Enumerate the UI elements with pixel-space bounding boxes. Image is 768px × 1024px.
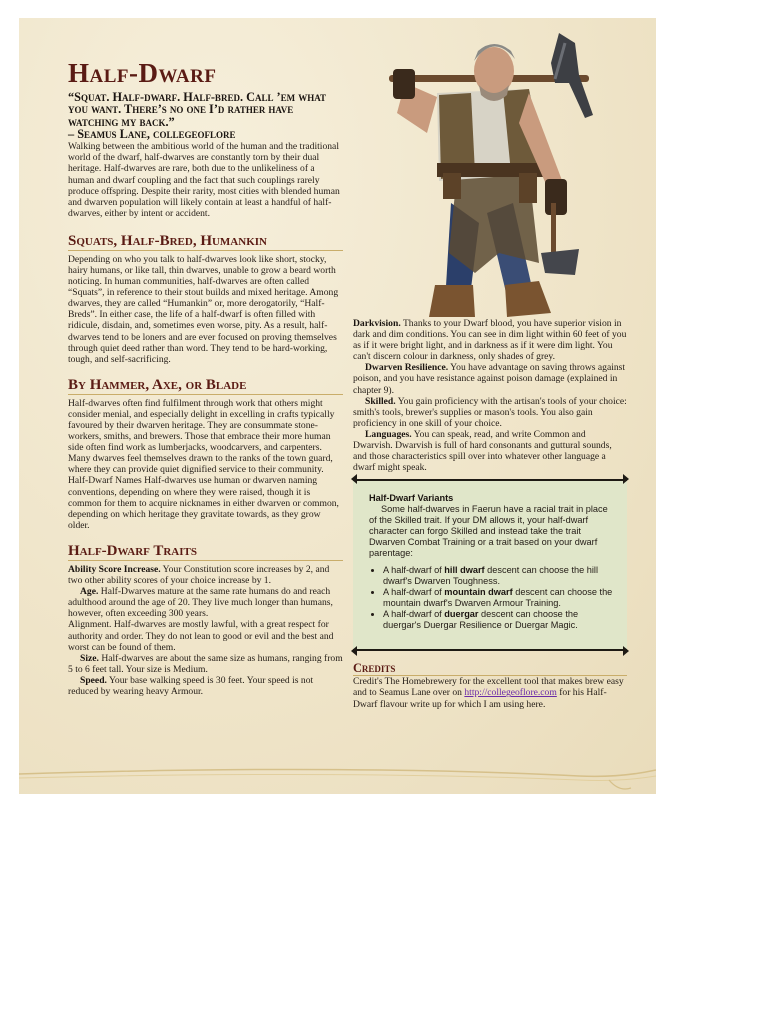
credits-paragraph: Credit's The Homebrewery for the excellent tool that makes brew easy and to Seamus Lane over on http://collegeoflore.com for his Half-Dwarf flavour write up for which I am using here. <box>353 676 624 710</box>
trait-label: Age. <box>80 586 99 598</box>
trait-languages <box>353 429 627 473</box>
epigraph-attribution: – Seamus Lane, collegeoflore <box>68 127 236 142</box>
trait-speed <box>68 675 343 697</box>
left-column <box>68 58 343 697</box>
section-heading-hammer: By Hammer, Axe, or Blade <box>68 376 343 395</box>
section-heading-squats: Squats, Half-Bred, Humankin <box>68 232 343 251</box>
corner-triangle-icon <box>351 474 357 484</box>
variants-list <box>369 565 613 631</box>
squats-paragraph: Depending on who you talk to half-dwarves look like short, stocky, hairy humans, or like tall, thin dwarves, unable to grow a beard worth noticing. In human communities, half-dwarves are often called “Squats”, in reference to their stout builds and mixed heritage. Among dwarves, they are called “Humankin” or, more derogatorily, “Half-Breds”. In either case, the life of a half-dwarf is often filled with ridicule, disdain, and, sometimes even worse, pity. As a result, half-dwarves tend to be loners and are ever focused on proving themselves through quiet deed rather than word. They tend to be hard-working, tough, and self-sacrificing. <box>68 253 339 365</box>
credits-section <box>353 661 627 709</box>
right-column <box>353 318 627 710</box>
trait-ability-score <box>68 564 343 586</box>
trait-label: Skilled. <box>365 395 396 407</box>
trait-size <box>68 653 343 675</box>
hammer-paragraph: Half-dwarves often find fulfilment through work that others might consider menial, and especially delight in excelling in crafts typically favoured by their dwarven heritage. They are consummate stone-workers, smiths, and brewers. Those that embrace their more human side often find work as lumberjacks, woodcarvers, and carpenters. Many dwarves feel themselves drawn to the ranks of the town guard, where they can provide quiet dignified service to their community. Half-Dwarf Names Half-dwarves use human or dwarven naming conventions, depending on where they were raised, though it is common for them to acquire nicknames in either dwarven or common, depending on which heritage they gravitate towards, as they grow older. <box>68 397 339 531</box>
trait-label: Ability Score Increase. <box>68 563 161 575</box>
trait-label: Darkvision. <box>353 318 401 329</box>
variants-intro: Some half-dwarves in Faerun have a racial trait in place of the Skilled trait. If your DM allows it, your half-dwarf character can forgo Skilled and instead take the trait Dwarven Combat Training or a trait based on your dwarf parentage: <box>369 504 608 559</box>
trait-text: Your base walking speed is 30 feet. Your speed is not reduced by wearing heavy Armour. <box>68 674 314 697</box>
document-page <box>19 18 656 794</box>
corner-triangle-icon <box>623 646 629 656</box>
trait-text: You gain proficiency with the artisan's tools of your choice: smith's tools, brewer's supplies or mason's tools. You also gain proficiency in one skill of your choice. <box>353 395 627 429</box>
variants-heading: Half-Dwarf Variants <box>369 493 454 504</box>
intro-paragraph: Walking between the ambitious world of the human and the traditional world of the dwarf, half-dwarves are constantly torn by their dual heritage. Half-dwarves are rare, both due to the unlikeliness of a human and dwarf coupling and the fact that such couplings rarely produce offspring. Despite their rarity, most cities with blended human and dwarven population will likely contain at least a handful of half-dwarves, either by intent or accident. <box>68 141 340 219</box>
trait-age <box>68 586 343 619</box>
credits-heading: Credits <box>353 661 627 676</box>
trait-text: You have advantage on saving throws against poison, and you have resistance against poison damage (explained in chapter 9). <box>353 362 626 396</box>
page-title: Half-Dwarf <box>68 58 217 88</box>
trait-alignment: Alignment. Half-dwarves are mostly lawful, with a great respect for authority and order. They do not lean to good or evil and the best and worst can be found of them. <box>68 619 334 653</box>
collegeoflore-link[interactable]: http://collegeoflore.com <box>464 687 557 699</box>
trait-text: Thanks to your Dwarf blood, you have superior vision in dark and dim conditions. You can see in dim light within 60 feet of you as if it were bright light, and in darkness as if it were dim light. You can't discern colour in darkness, only shades of grey. <box>353 318 627 363</box>
trait-label: Speed. <box>80 674 107 686</box>
list-item: • A half-dwarf of hill dwarf descent can choose the hill dwarf's Dwarven Toughness. <box>383 565 613 587</box>
trait-label: Languages. <box>365 428 412 440</box>
section-heading-traits: Half-Dwarf Traits <box>68 542 343 561</box>
trait-dwarven-resilience <box>353 362 627 395</box>
trait-text: You can speak, read, and write Common and Dwarvish. Dwarvish is full of hard consonants and guttural sounds, and those characteristics spill over into whatever other language a dwarf might speak. <box>353 428 612 474</box>
trait-label: Size. <box>80 652 99 664</box>
trait-text: Half-dwarves are about the same size as humans, ranging from 5 to 6 feet tall. Your size is Medium. <box>68 652 343 675</box>
variants-note-box <box>353 479 627 651</box>
footer-ornament <box>19 766 656 794</box>
trait-skilled <box>353 396 627 429</box>
list-item: • A half-dwarf of duergar descent can choose the duergar's Duergar Resilience or Duergar Magic. <box>383 609 613 631</box>
list-item: • A half-dwarf of mountain dwarf descent can choose the mountain dwarf's Dwarven Armour Training. <box>383 587 613 609</box>
corner-triangle-icon <box>351 646 357 656</box>
trait-label: Dwarven Resilience. <box>365 362 449 374</box>
corner-triangle-icon <box>623 474 629 484</box>
half-dwarf-illustration <box>379 23 601 323</box>
trait-darkvision <box>353 318 627 362</box>
epigraph-quote: “Squat. Half-dwarf. Half-bred. Call ’em what you want. There’s no one I’d rather have watching my back.” <box>68 90 327 129</box>
trait-text: Your Constitution score increases by 2, and two other ability scores of your choice increase by 1. <box>68 563 330 587</box>
trait-text: Half-Dwarves mature at the same rate humans do and reach adulthood around the age of 20. They live much longer than humans, however, often exceeding 300 years. <box>68 586 333 620</box>
